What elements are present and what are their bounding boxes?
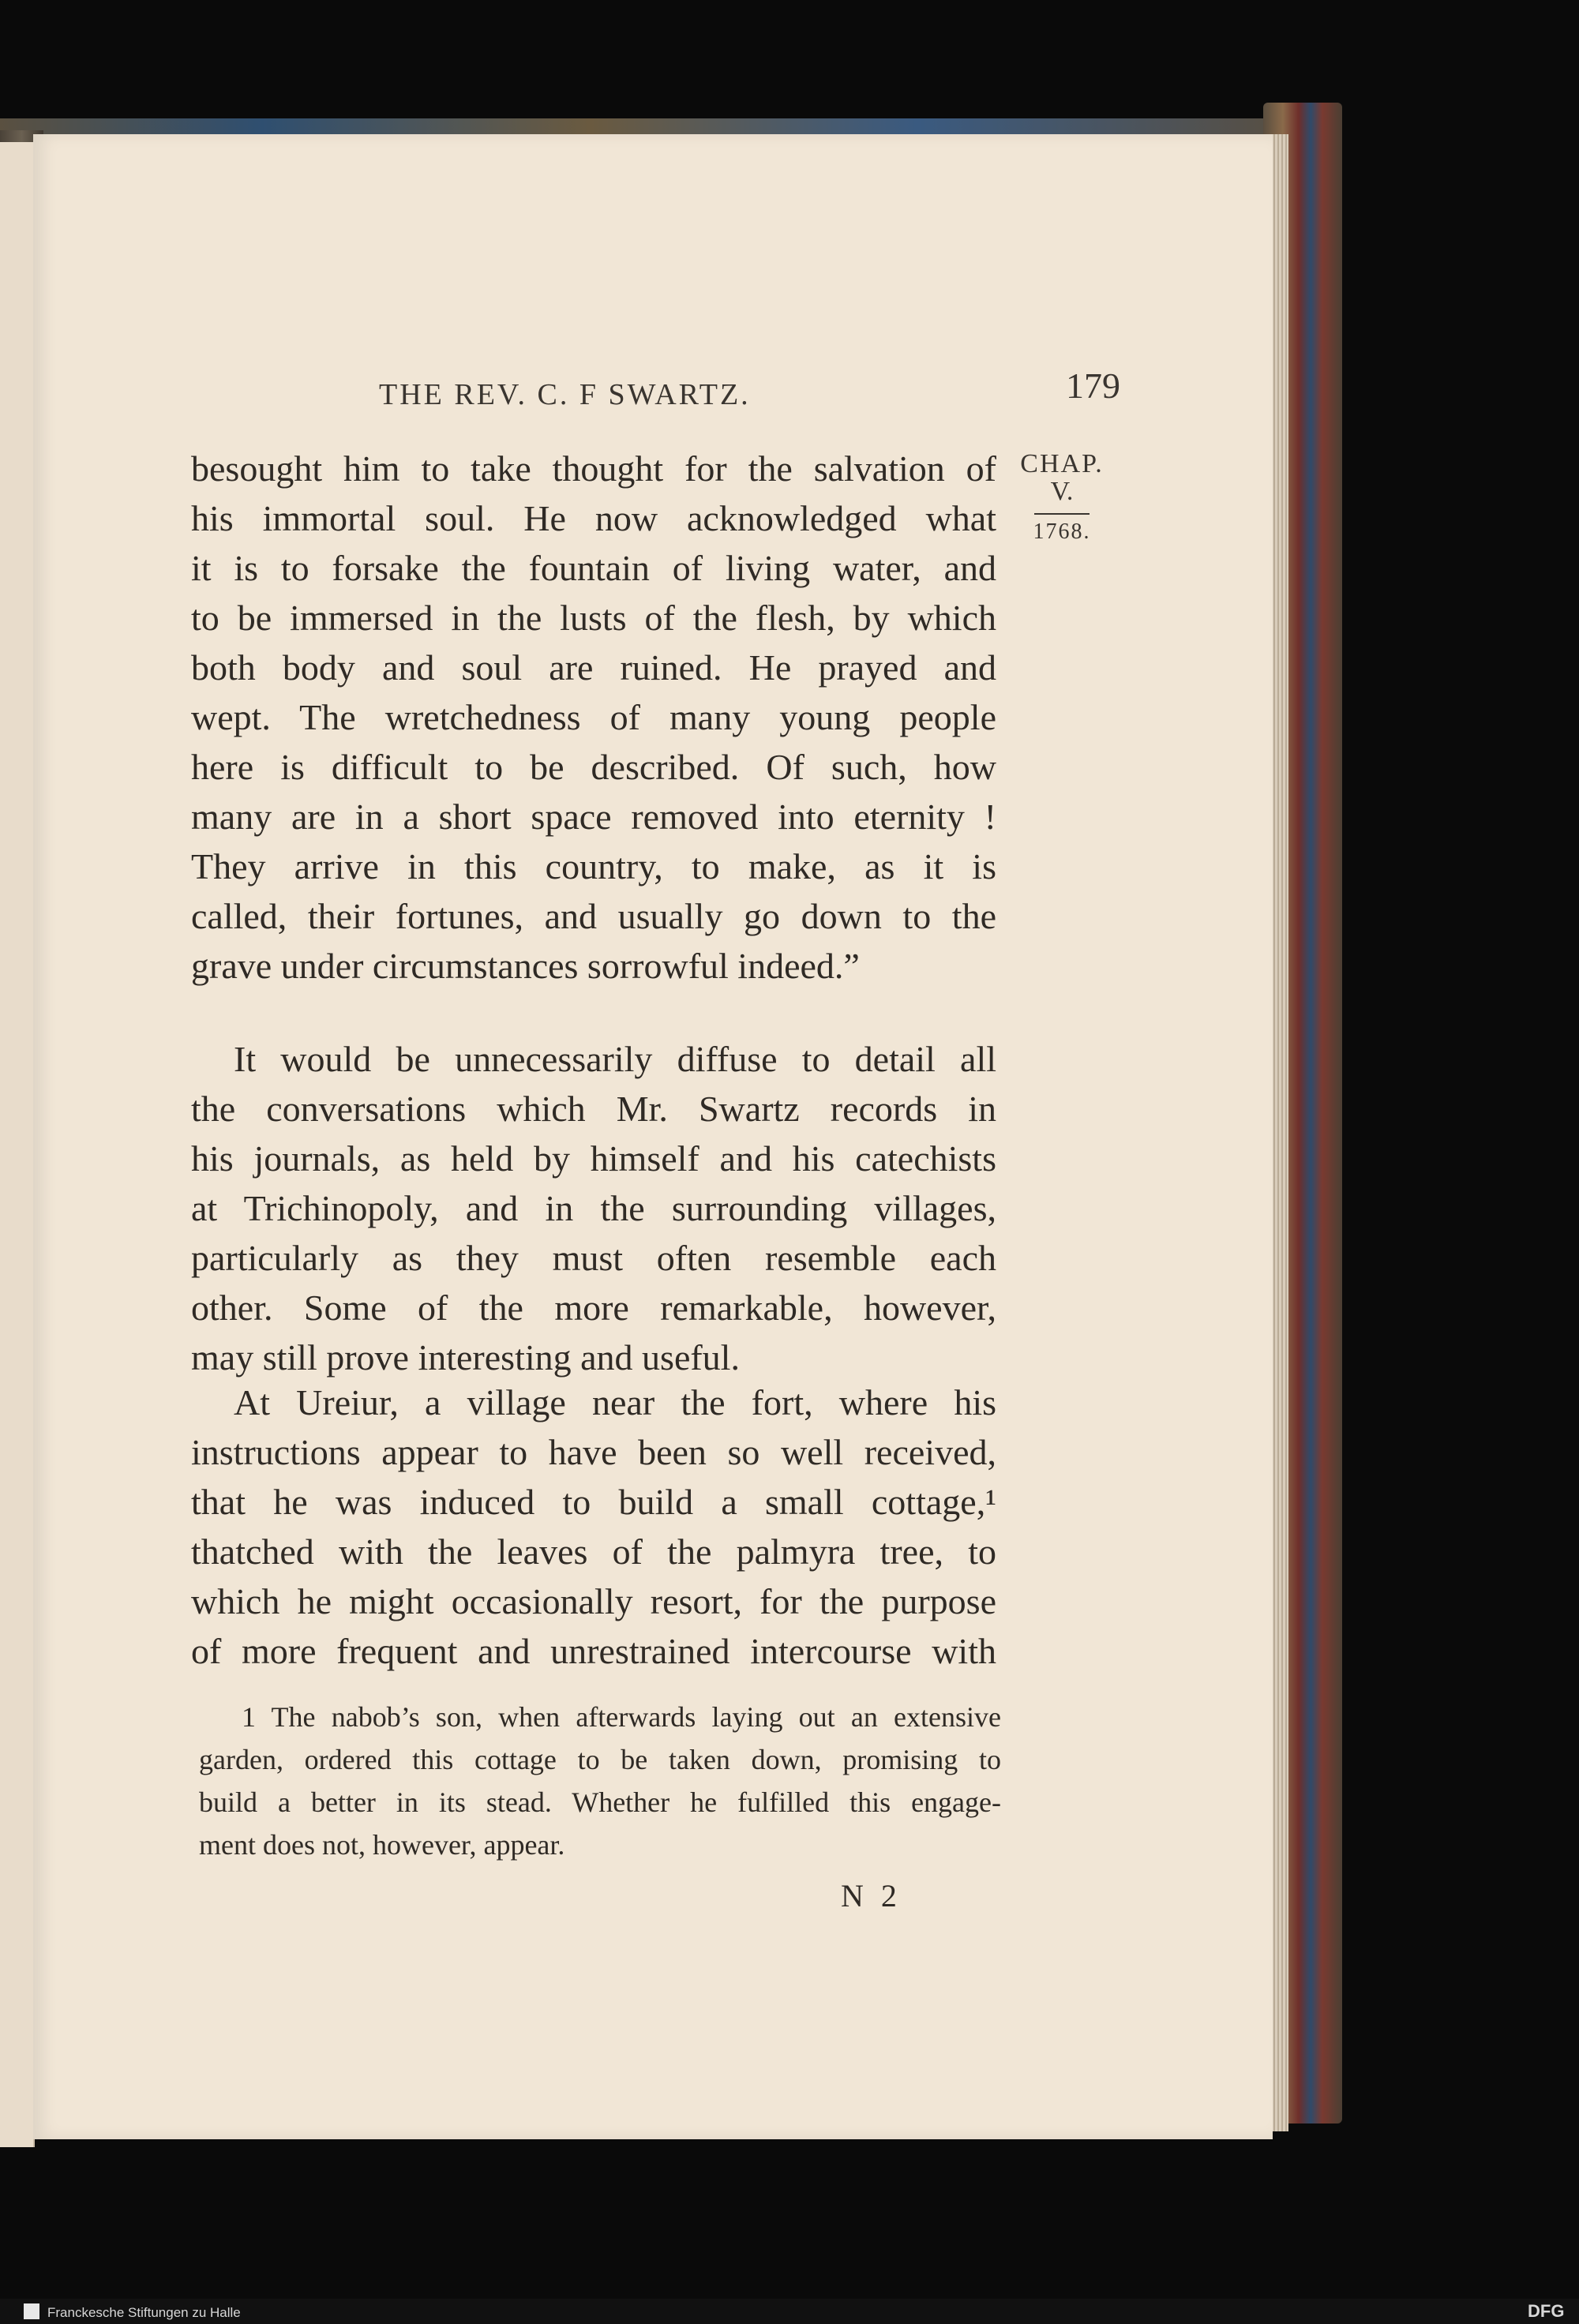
- text-line: the conversations which Mr. Swartz records in: [191, 1089, 996, 1129]
- chapter-label: CHAP.: [1020, 449, 1104, 478]
- text-line: grave under circumstances sorrowful indeed.”: [191, 946, 860, 986]
- footnote-line: garden, ordered this cottage to be taken down, promising to: [199, 1744, 1001, 1775]
- text-line: it is to forsake the fountain of living water, and: [191, 548, 996, 588]
- paragraph-1: [191, 444, 996, 991]
- text-line: of more frequent and unrestrained intercourse with: [191, 1631, 996, 1671]
- text-line: may still prove interesting and useful.: [191, 1337, 740, 1378]
- text-line: at Trichinopoly, and in the surrounding villages,: [191, 1188, 996, 1228]
- text-line: besought him to take thought for the salvation of: [191, 448, 996, 489]
- text-line: It would be unnecessarily diffuse to detail all: [234, 1039, 996, 1079]
- text-line: here is difficult to be described. Of such, how: [191, 747, 996, 787]
- text-line: other. Some of the more remarkable, however,: [191, 1288, 996, 1328]
- text-line: that he was induced to build a small cottage,¹: [191, 1482, 996, 1522]
- facing-page-edge: [0, 142, 35, 2147]
- text-line: At Ureiur, a village near the fort, where his: [234, 1382, 996, 1423]
- text-line: his immortal soul. He now acknowledged what: [191, 498, 996, 538]
- chapter-number: V.: [1050, 477, 1074, 506]
- text-line: both body and soul are ruined. He prayed and: [191, 647, 996, 688]
- institution-credit: Franckesche Stiftungen zu Halle: [47, 2305, 241, 2320]
- text-line: his journals, as held by himself and his catechists: [191, 1138, 996, 1179]
- institution-logo-icon: [24, 2303, 39, 2319]
- text-line: They arrive in this country, to make, as it is: [191, 846, 996, 886]
- text-line: which he might occasionally resort, for the purpose: [191, 1581, 996, 1621]
- text-line: wept. The wretchedness of many young people: [191, 697, 996, 737]
- footnote: [199, 1696, 1001, 1866]
- text-line: called, their fortunes, and usually go down to the: [191, 896, 996, 936]
- page-number: 179: [1066, 365, 1120, 406]
- margin-rule: [1034, 513, 1090, 515]
- footnote-line: ment does not, however, appear.: [199, 1829, 565, 1861]
- margin-note: [1018, 450, 1105, 545]
- text-line: instructions appear to have been so well received,: [191, 1432, 996, 1472]
- dfg-logo: DFG: [1528, 2301, 1565, 2321]
- footnote-line: build a better in its stead. Whether he fulfilled this engage-: [199, 1786, 1001, 1818]
- running-head: THE REV. C. F SWARTZ.: [379, 378, 751, 411]
- text-line: particularly as they must often resemble each: [191, 1238, 996, 1278]
- footnote-line: 1 The nabob’s son, when afterwards laying out an extensive: [242, 1701, 1001, 1733]
- paragraph-2: [191, 1034, 996, 1382]
- text-line: many are in a short space removed into eternity !: [191, 797, 996, 837]
- paragraph-3: [191, 1378, 996, 1676]
- text-line: to be immersed in the lusts of the flesh, by which: [191, 598, 996, 638]
- text-line: thatched with the leaves of the palmyra tree, to: [191, 1531, 996, 1572]
- signature-mark: N 2: [841, 1878, 902, 1914]
- margin-year: 1768.: [1033, 519, 1091, 544]
